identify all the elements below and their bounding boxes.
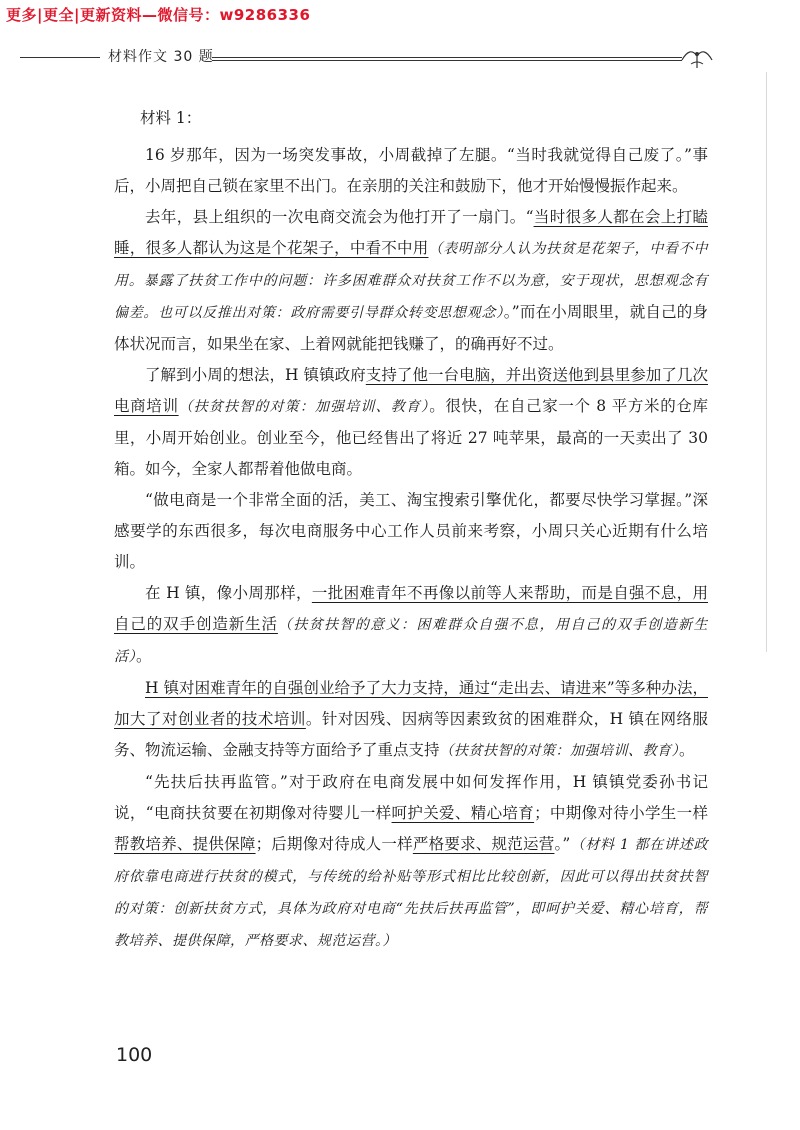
paragraph-2-text-b: 。”而在小周眼里，就自己的身体状况而言，如果坐在家、上着网就能把钱赚了，的确再好不过。 <box>114 303 708 353</box>
page-content <box>114 108 708 957</box>
paragraph-5-annotation: （扶贫扶智的意义：困难群众自强不息，用自己的双手创造新生活） <box>114 617 708 665</box>
paragraph-6-text-b: 。 <box>679 741 695 759</box>
paragraph-5 <box>114 578 708 673</box>
paragraph-6-text-a: 。针对因残、因病等因素致贫的困难群众，H 镇在网络服务、物流运输、金融支持等方面给予了重点支持 <box>114 710 708 759</box>
header-rule-right-secondary <box>212 60 682 61</box>
paragraph-7-text-d: 。” <box>554 835 571 853</box>
paragraph-7-underline-c: 严格要求、规范运营 <box>412 835 555 853</box>
paragraph-5-underline-a: 一批困难青年不再像以前等人来帮助，而是自强不息，用自己的双手创造新生活 <box>114 584 708 633</box>
paragraph-5-text-a: 在 H 镇，像小周那样， <box>145 584 312 602</box>
header-title: 材料作文 30 题 <box>108 49 214 65</box>
paragraph-3-annotation: （扶贫扶智的对策：加强培训、教育） <box>178 399 430 415</box>
paragraph-2 <box>114 202 708 360</box>
paragraph-3-text-b: 。很快，在自己家一个 8 平方米的仓库里，小周开始创业。创业至今，他已经售出了将近 27 吨苹果，最高的一天卖出了 30 箱。如今，全家人都帮着他做电商。 <box>114 397 708 478</box>
paragraph-6-underline-a: H 镇对困难青年的自强创业给予了大力支持，通过“走出去、请进来”等多种办法，加大了对创业者的技术培训 <box>114 679 708 728</box>
paragraph-7-text-b: ；中期像对待小学生一样 <box>534 804 708 822</box>
paragraph-6-annotation: （扶贫扶智的对策：加强培训、教育） <box>439 743 680 759</box>
paragraph-7-underline-a: 呵护关爱、精心培育 <box>391 804 535 822</box>
paragraph-7-text-c: ；后期像对待成人一样 <box>255 835 413 853</box>
paragraph-7-underline-b: 帮教培养、提供保障 <box>114 835 256 853</box>
watermark-banner: 更多|更全|更新资料—微信号：w9286336 <box>6 6 311 24</box>
paragraph-1: 16 岁那年，因为一场突发事故，小周截掉了左腿。“当时我就觉得自己废了。”事后，小周把自己锁在家里不出门。在亲朋的关注和鼓励下，他才开始慢慢振作起来。 <box>114 146 708 195</box>
paragraph-2-annotation: （表明部分人认为扶贫是花架子，中看不中用。暴露了扶贫工作中的问题：许多困难群众对扶贫工作不以为意，安于现状，思想观念有偏差。也可以反推出对策：政府需要引导群众转变思想观念） <box>114 241 708 321</box>
paragraph-3-underline-a: 支持了他一台电脑，并出资送他到县里参加了几次电商培训 <box>114 366 708 415</box>
paragraph-3 <box>114 360 708 485</box>
paragraph-2-underline-a: 当时很多人都在会上打瞌睡，很多人都认为这是个花架子，中看不中用 <box>114 208 708 257</box>
margin-rule <box>766 72 767 652</box>
page-number: 100 <box>116 1044 153 1066</box>
material-label: 材料 1： <box>140 109 202 127</box>
header-rule-right <box>212 57 682 58</box>
paragraph-6 <box>114 673 708 767</box>
paragraph-7 <box>114 767 708 957</box>
header-rule-left <box>20 57 100 58</box>
running-header <box>0 42 800 72</box>
header-ornament-icon <box>680 42 714 72</box>
paragraph-5-text-b: 。 <box>136 647 152 665</box>
paragraph-2-text-a: 去年，县上组织的一次电商交流会为他打开了一扇门。“ <box>145 208 534 226</box>
paragraph-7-text-a: “先扶后扶再监管。”对于政府在电商发展中如何发挥作用，H 镇镇党委孙书记说，“电商扶贫要在初期像对待婴儿一样 <box>114 773 708 822</box>
paragraph-3-text-a: 了解到小周的想法，H 镇镇政府 <box>145 366 366 384</box>
paragraph-7-annotation: （材料 1 都在讲述政府依靠电商进行扶贫的模式，与传统的给补贴等形式相比比较创新，因此可以得出扶贫扶智的对策：创新扶贫方式，具体为政府对电商“先扶后扶再监管”，即呵护关爱、精心培育，帮教培养、提供保障，严格要求、规范运营。） <box>114 837 708 949</box>
paragraph-4: “做电商是一个非常全面的活，美工、淘宝搜索引擎优化，都要尽快学习掌握。”深感要学的东西很多，每次电商服务中心工作人员前来考察，小周只关心近期有什么培训。 <box>114 491 708 571</box>
